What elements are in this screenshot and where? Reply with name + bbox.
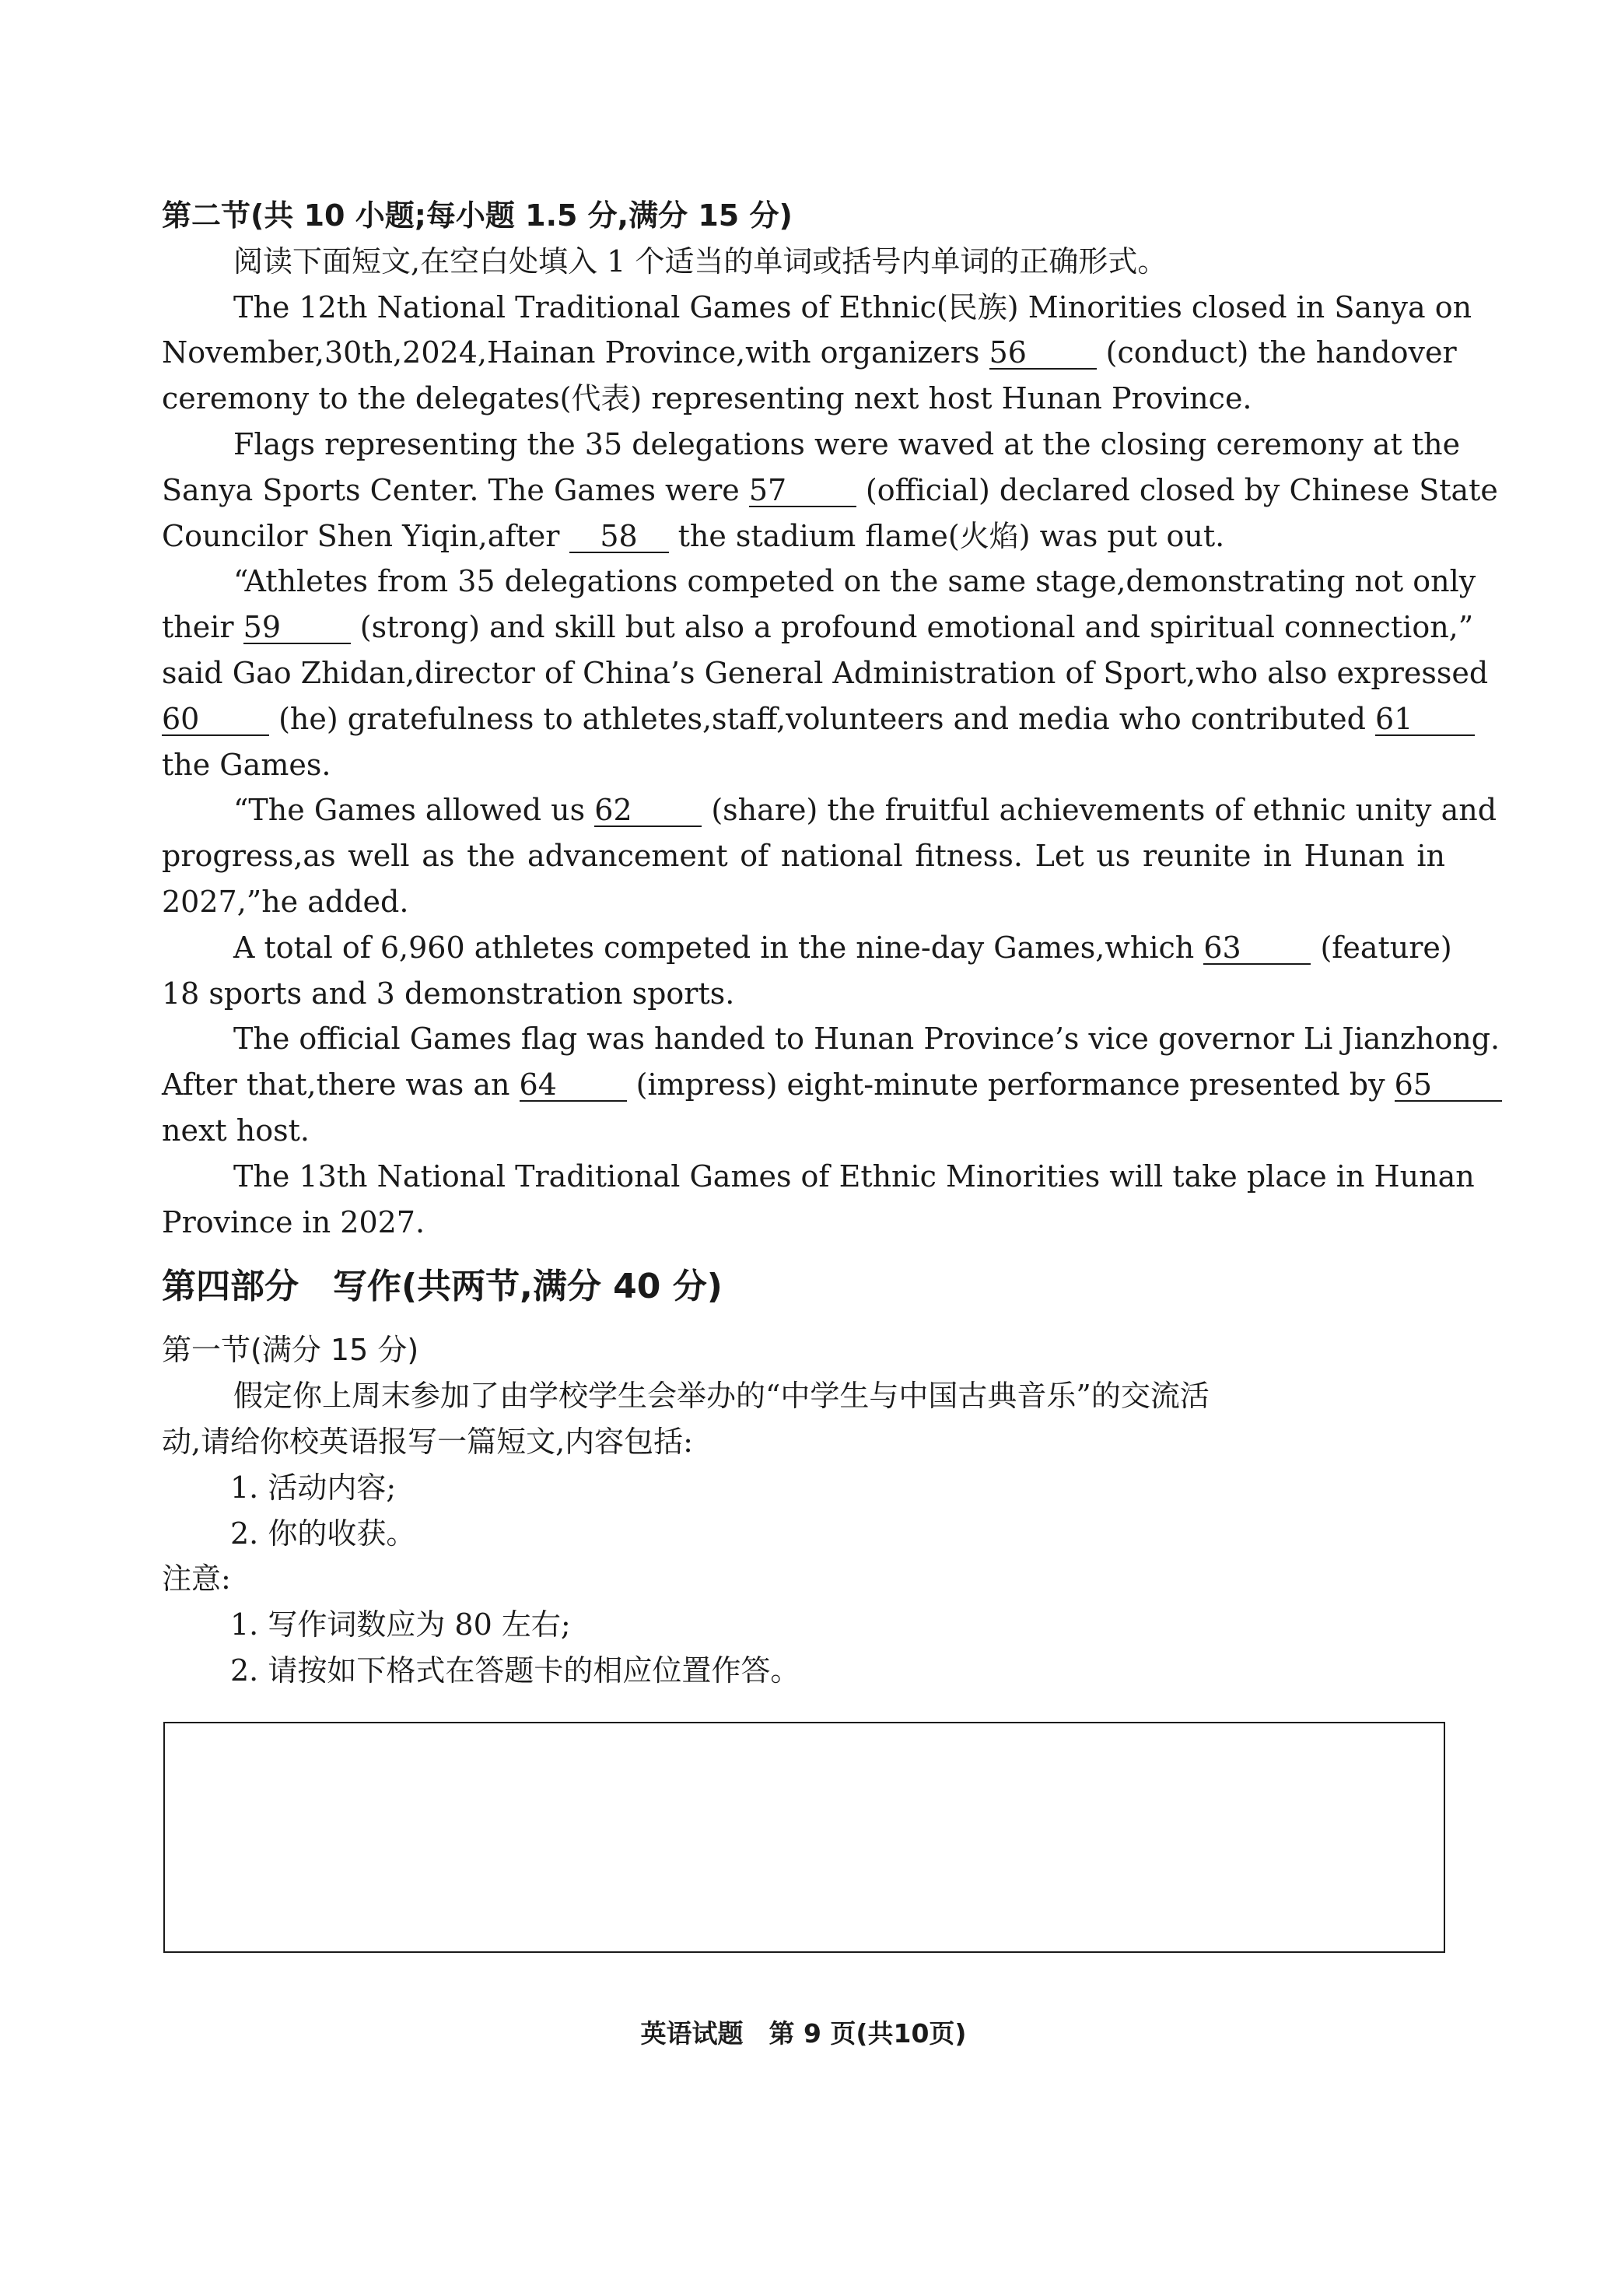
passage-text: (share) the fruitful achievements of ethnic unity and xyxy=(711,793,1497,828)
section-instruction: 阅读下面短文,在空白处填入 1 个适当的单词或括号内单词的正确形式。 xyxy=(233,244,1168,279)
writing-prompt: 动,请给你校英语报写一篇短文,内容包括: xyxy=(162,1424,693,1459)
passage-text: (official) declared closed by Chinese State xyxy=(865,472,1498,507)
passage-line: said Gao Zhidan,director of China’s General Administration of Sport,who also expressed xyxy=(162,655,1489,690)
blank-63[interactable]: 63 xyxy=(1203,932,1311,965)
prompt-item: 2. 你的收获。 xyxy=(230,1516,416,1551)
note-item: 2. 请按如下格式在答题卡的相应位置作答。 xyxy=(230,1653,800,1688)
passage-line: The 12th National Traditional Games of Ethnic(民族) Minorities closed in Sanya on xyxy=(233,289,1472,324)
passage-line: the Games. xyxy=(162,747,331,782)
passage-line xyxy=(162,468,1498,514)
passage-text: the stadium flame(火焰) was put out. xyxy=(677,518,1225,553)
passage-line: next host. xyxy=(162,1113,310,1148)
passage-line xyxy=(162,514,1445,559)
blank-61[interactable]: 61 xyxy=(1375,703,1475,736)
passage-text: (he) gratefulness to athletes,staff,volunteers and media who contributed xyxy=(278,701,1366,736)
passage-line xyxy=(162,787,1497,833)
part4-subheading: 第一节(满分 15 分) xyxy=(162,1333,419,1368)
passage-line: The 13th National Traditional Games of Ethnic Minorities will take place in Hunan xyxy=(233,1159,1475,1194)
answer-box[interactable] xyxy=(163,1722,1445,1953)
blank-57[interactable]: 57 xyxy=(749,475,856,507)
passage-line: 2027,”he added. xyxy=(162,884,409,919)
note-label: 注意: xyxy=(162,1562,231,1597)
page-footer: 英语试题 第 9 页(共10页) xyxy=(640,2018,967,2049)
blank-58[interactable]: 58 xyxy=(569,521,669,553)
passage-text: Councilor Shen Yiqin,after xyxy=(162,518,560,553)
prompt-item: 1. 活动内容; xyxy=(230,1470,397,1505)
part4-heading: 第四部分 写作(共两节,满分 40 分) xyxy=(162,1267,723,1307)
passage-text: A total of 6,960 athletes competed in the nine-day Games,which xyxy=(233,930,1195,965)
passage-line xyxy=(162,330,1457,376)
passage-line: ceremony to the delegates(代表) representing next host Hunan Province. xyxy=(162,381,1252,416)
blank-60[interactable]: 60 xyxy=(162,703,269,736)
passage-line xyxy=(162,1062,1445,1108)
passage-line xyxy=(162,605,1474,650)
blank-62[interactable]: 62 xyxy=(594,794,702,827)
passage-line: progress,as well as the advancement of national fitness. Let us reunite in Hunan in xyxy=(162,839,1445,874)
passage-line xyxy=(162,696,1445,742)
passage-text: Sanya Sports Center. The Games were xyxy=(162,472,740,507)
passage-text: November,30th,2024,Hainan Province,with organizers xyxy=(162,335,980,370)
writing-prompt: 假定你上周末参加了由学校学生会举办的“中学生与中国古典音乐”的交流活 xyxy=(233,1379,1210,1414)
passage-line: 18 sports and 3 demonstration sports. xyxy=(162,976,735,1011)
passage-text: (strong) and skill but also a profound emotional and spiritual connection,” xyxy=(359,610,1474,645)
section-header: 第二节(共 10 小题;每小题 1.5 分,满分 15 分) xyxy=(162,198,793,233)
passage-line: Flags representing the 35 delegations were waved at the closing ceremony at the xyxy=(233,426,1461,461)
note-item: 1. 写作词数应为 80 左右; xyxy=(230,1607,571,1642)
passage-text: their xyxy=(162,610,234,645)
passage-line: “Athletes from 35 delegations competed on the same stage,demonstrating not only xyxy=(233,564,1476,599)
passage-text: (impress) eight-minute performance presented by xyxy=(635,1067,1385,1102)
passage-line: Province in 2027. xyxy=(162,1204,425,1239)
blank-59[interactable]: 59 xyxy=(243,612,351,644)
blank-64[interactable]: 64 xyxy=(520,1069,627,1102)
blank-65[interactable]: 65 xyxy=(1395,1069,1502,1102)
passage-text: (conduct) the handover xyxy=(1105,335,1457,370)
passage-line xyxy=(162,925,1452,971)
passage-text: (feature) xyxy=(1320,930,1452,965)
passage-line: The official Games flag was handed to Hunan Province’s vice governor Li Jianzhong. xyxy=(233,1022,1500,1057)
passage-text: “The Games allowed us xyxy=(233,793,586,828)
page-content xyxy=(162,193,1500,1694)
passage-text: After that,there was an xyxy=(162,1067,510,1102)
blank-56[interactable]: 56 xyxy=(989,337,1097,370)
